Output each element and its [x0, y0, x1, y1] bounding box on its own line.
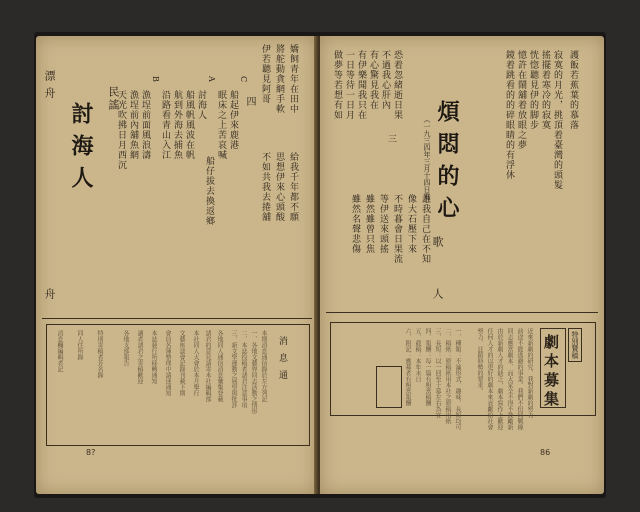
announce-body-5: 任何人才的以更好的劇本來貢獻給社會 [486, 328, 493, 430]
notice-text-9: 會員名簿整理中請速通知 [164, 330, 171, 396]
verse-b-2: 漁埕前內舖魚網 [128, 90, 138, 160]
verse-a-2: 船風帆風波在帆 [184, 90, 194, 160]
stanza-one-2: 不過我心肝內 [380, 50, 390, 110]
announce-body-3: 同志應當劇本、而大家全不得不鼓勵新 [506, 328, 513, 430]
preface-line-1: 護飯若蕉葉的慕落 [568, 50, 578, 130]
announce-label: 特別贊稿 [568, 328, 582, 362]
notice-text-5: 各地同人通信消息彙集登載 [216, 330, 223, 402]
stanza-one-5: 一日等待一日月 [344, 50, 354, 120]
section-label: 民謠 [107, 86, 120, 112]
stanza-one-6: 做夢等若想有如 [332, 50, 342, 120]
stanza-two-1: 誰我自己在不知 [420, 194, 430, 264]
notice-text-15: 消息欄編輯者記 [56, 330, 63, 372]
rule-6: 六、附記：應募者有相當報酬 [404, 328, 411, 406]
date-note: （一九三四年三月十四日寫） [423, 116, 431, 207]
notice-text-12: 各地支部報告 [122, 330, 129, 366]
notice-text-11: 讀者諸君之寄稿歡迎 [136, 330, 143, 384]
section-four: 四 [244, 96, 255, 107]
announce-body-4: 由於新劇人才的缺乏，劇本寫作上歡迎 [496, 328, 503, 430]
verse-b-1: 漁埕前面風浪濤 [140, 90, 150, 160]
author-label: 漂舟 [43, 70, 56, 104]
right-page [320, 36, 604, 494]
left-page-number: 8? [86, 448, 96, 457]
notice-text-3: 二、本誌投稿者諸君注意事項 [240, 330, 247, 408]
author-short: 人 [431, 288, 444, 305]
intro-column-3: 伊若聽見阿哥 [260, 44, 270, 104]
preface-line-2: 寂寞的月光，挑頂着臺灣的頭髮 [552, 50, 562, 190]
marker-c: C [239, 76, 248, 84]
notice-text-4: 三、新文學運動之展望與批評 [230, 330, 237, 408]
verse-c-2: 眠床之上苦哀喊 [216, 90, 226, 160]
preface-line-3: 搖擺着寒冷的寂寞 [540, 50, 550, 130]
poem-title-right: 煩悶的心 [434, 100, 460, 228]
notice-text-13: 特別寄稿者芳名錄 [96, 330, 103, 378]
right-section-divider [326, 312, 598, 313]
marker-a: A [207, 76, 216, 83]
verse-a-1: 討海人 [196, 90, 206, 120]
verse-c-1: 船起伊來鹿港 [228, 90, 238, 150]
left-page [36, 36, 316, 494]
notice-text-10: 本誌發行所移轉通知 [150, 330, 157, 384]
preface-line-4: 恍惚聽見伊的脚步 [528, 50, 538, 130]
notice-text-6: 諸君的意見請寄本社編輯部 [204, 330, 211, 402]
genre-label: 歌 [431, 236, 444, 253]
preface-line-6: 鏡着跳看的的碎眼睛的有浮休 [504, 50, 514, 180]
announce-body-2: 前途不能逃避的事業。我們不但同戰線 [516, 328, 523, 430]
notice-text-8: 文藝座談會記錄刊載下期 [178, 330, 185, 396]
verse-a-3: 航到外海去捕魚 [172, 90, 182, 160]
right-page-number: 86 [540, 448, 551, 457]
rule-3: 三、長短：以一回至十幕左右為宜 [434, 328, 441, 418]
intro-column-6: 不如共我去捲舖 [260, 152, 270, 222]
intro-column-4: 給我千年都不願 [288, 152, 298, 222]
poem-title: 討海人 [68, 102, 94, 198]
stanza-two-6: 雖然名聲悲傷 [350, 194, 360, 254]
section-divider [42, 318, 312, 319]
rule-2: 二、稿紙：原稿紙用本社之原稿用紙 [444, 328, 451, 424]
notice-text-14: 同人住所錄 [76, 330, 83, 360]
rule-5: 五、截稿：本年末日 [414, 328, 421, 382]
author-name-boat: 舟 [43, 288, 56, 305]
notice-text-7: 本社同人大會於本月舉行 [192, 330, 199, 396]
stanza-two-2: 像大石壓下來 [406, 194, 416, 254]
verse-b-3: 天光吹拂日月西沉 [116, 90, 126, 170]
marker-b: B [151, 76, 160, 83]
announce-title: 劇本募集 [542, 334, 560, 410]
rule-4: 四、報酬：每一篇有相當稿酬 [424, 328, 431, 406]
verse-c-3: 船仔拔去換返鄉 [204, 156, 214, 226]
stanza-one-3: 有心驚見我在 [368, 50, 378, 110]
intro-column-2: 將舵動貪網手軟 [274, 44, 284, 114]
intro-column-1: 嬌飼青年在田中 [288, 44, 298, 114]
notice-text-1: 本期消息通信錄於左方列記 [260, 330, 267, 402]
stanza-one-1: 恐着忽緒逝日果 [392, 50, 402, 120]
stanza-one-4: 有伊樂聞我只在 [356, 50, 366, 120]
announce-body-6: 努力、註銷時勢的要求。 [476, 328, 483, 394]
notice-text-2: 一、各地文藝界同志活動之情形 [250, 330, 257, 414]
rule-1: 一、種類：不論形式、趣味、長短均可 [454, 328, 461, 430]
stanza-two-5: 雖然雖曾只焦 [364, 194, 374, 254]
preface-line-5: 憶許在鬧舖着放眼之夢 [516, 50, 526, 150]
intro-column-5: 思想伊來心頭酸 [274, 152, 284, 222]
verse-a-4: 沿路看青山入江 [160, 90, 170, 160]
stanza-two-3: 不時暮會日果流 [392, 194, 402, 264]
section-number: 三 [386, 134, 396, 144]
announce-body-1: 近來新劇的研究、我對新劇的努力 [526, 328, 533, 418]
submission-stamp-frame [376, 366, 402, 408]
notice-title: 消息通 [277, 336, 287, 387]
stanza-two-4: 等伊送來頭搖 [378, 194, 388, 254]
